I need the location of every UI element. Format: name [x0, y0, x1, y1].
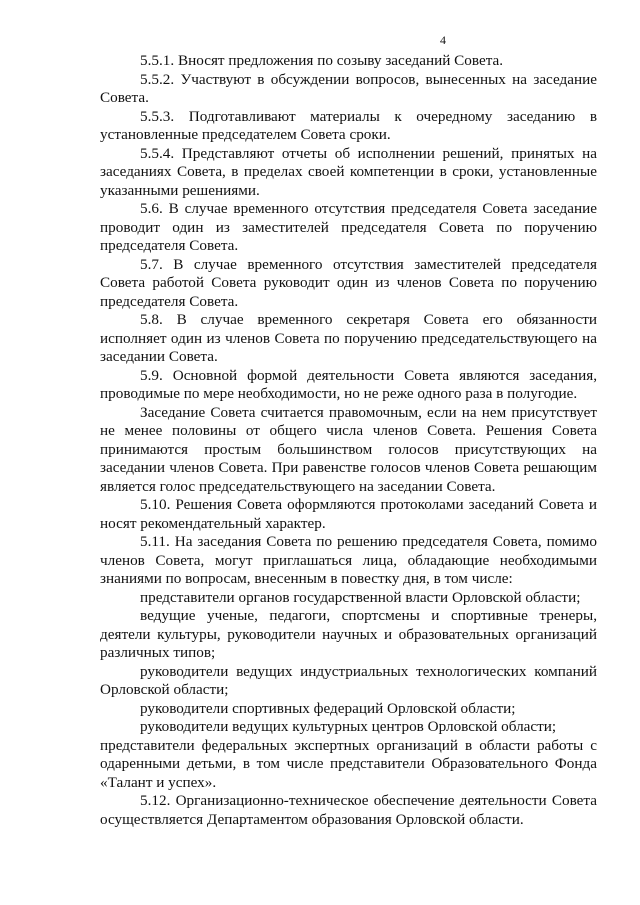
invitee-item: руководители ведущих индустриальных технологических компаний Орловской области;: [100, 662, 597, 698]
invitee-item: ведущие ученые, педагоги, спортсмены и спортивные тренеры, деятели культуры, руководители научных и образовательных организаций различных типов;: [100, 607, 597, 661]
invitee-item: руководители спортивных федераций Орловской области;: [140, 699, 516, 717]
paragraph-5-5-1: 5.5.1. Вносят предложения по созыву заседаний Совета.: [140, 52, 504, 69]
invitee-item: представители органов государственной власти Орловской области;: [140, 588, 581, 606]
paragraph-5-11: 5.11. На заседания Совета по решению председателя Совета, помимо членов Совета, могут приглашаться лица, обладающие необходимыми знаниями по вопросам, внесенным в повестку дня, в том числе:: [100, 533, 597, 587]
page-number: 4: [440, 33, 446, 47]
paragraph-5-8: 5.8. В случае временного секретаря Совета его обязанности исполняет один из членов Совета по поручению председательствующего на заседании Совета.: [100, 311, 597, 365]
paragraph-5-10: 5.10. Решения Совета оформляются протоколами заседаний Совета и носят рекомендательный характер.: [100, 496, 597, 532]
paragraph-quorum: Заседание Совета считается правомочным, если на нем присутствует не менее половины от общего числа членов Совета. Решения Совета принимаются простым большинством голосов присутствующих на заседании членов Совета. При равенстве голосов членов Совета решающим является голос председательствующего на заседании Совета.: [100, 403, 597, 495]
paragraph-5-9: 5.9. Основной формой деятельности Совета являются заседания, проводимые по мере необходимости, но не реже одного раза в полугодие.: [100, 366, 597, 402]
paragraph-5-5-4: 5.5.4. Представляют отчеты об исполнении решений, принятых на заседаниях Совета, в пределах своей компетенции в сроки, установленные указанными решениями.: [100, 144, 597, 199]
paragraph-5-7: 5.7. В случае временного отсутствия заместителей председателя Совета работой Совета руководит один из членов Совета по поручению председателя Совета.: [100, 255, 597, 310]
paragraph-5-5-2: 5.5.2. Участвуют в обсуждении вопросов, вынесенных на заседание Совета.: [100, 70, 597, 106]
paragraph-5-5-3: 5.5.3. Подготавливают материалы к очередному заседанию в установленные председателем Совета сроки.: [100, 107, 597, 143]
paragraph-5-12: 5.12. Организационно-техническое обеспечение деятельности Совета осуществляется Департаментом образования Орловской области.: [100, 792, 597, 828]
invitee-item: руководители ведущих культурных центров Орловской области;: [140, 718, 557, 735]
document-body: [100, 52, 597, 829]
paragraph-5-6: 5.6. В случае временного отсутствия председателя Совета заседание проводит один из заместителей председателя Совета по поручению председателя Совета.: [100, 200, 597, 254]
invitee-item: представители федеральных экспертных организаций в области работы с одаренными детьми, в том числе представители Образовательного Фонда «Талант и успех».: [100, 736, 597, 791]
